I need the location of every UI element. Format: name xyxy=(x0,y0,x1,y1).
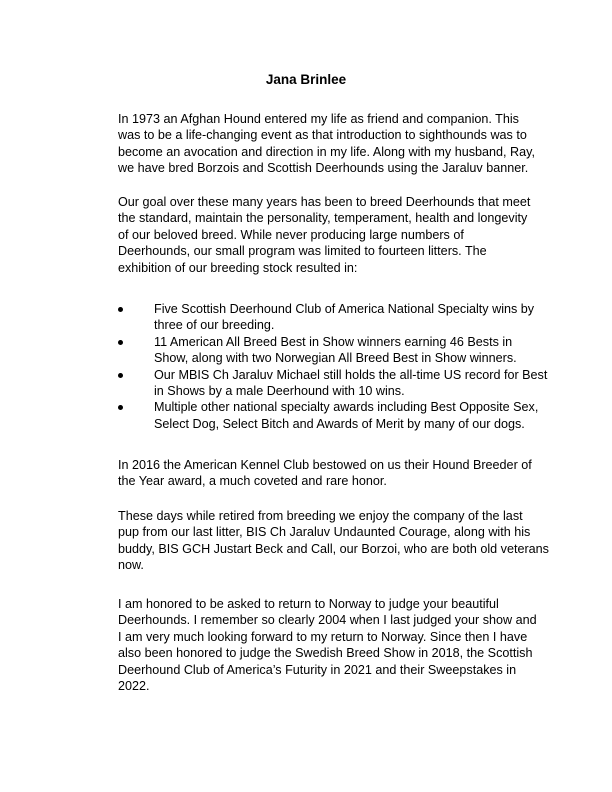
paragraph-award xyxy=(118,457,548,490)
text-line: the standard, maintain the personality, temperament, health and longevity xyxy=(118,211,528,226)
bullet-icon xyxy=(118,373,123,378)
text-line: we have bred Borzois and Scottish Deerhounds using the Jaraluv banner. xyxy=(118,161,529,176)
text-line: Five Scottish Deerhound Club of America National Specialty wins by xyxy=(154,302,535,316)
text-line: in Shows by a male Deerhound with 10 wins. xyxy=(154,384,405,399)
bullet-icon xyxy=(118,340,123,345)
list-item xyxy=(118,399,548,432)
list-item xyxy=(118,301,548,334)
list-item xyxy=(118,334,548,367)
text-line: In 1973 an Afghan Hound entered my life as friend and companion. This xyxy=(118,112,519,126)
text-line: I am very much looking forward to my return to Norway. Since then I have xyxy=(118,629,528,644)
bullet-icon xyxy=(118,405,123,410)
text-line: 2022. xyxy=(118,679,150,694)
text-line: Deerhound Club of America’s Futurity in 2021 and their Sweepstakes in xyxy=(118,662,517,677)
achievements-list xyxy=(118,301,548,432)
paragraph-goal xyxy=(118,194,548,276)
bullet-icon xyxy=(118,307,123,312)
text-line: the Year award, a much coveted and rare honor. xyxy=(118,474,387,489)
text-line: Our MBIS Ch Jaraluv Michael still holds the all-time US record for Best xyxy=(154,367,548,382)
text-line: also been honored to judge the Swedish Breed Show in 2018, the Scottish xyxy=(118,646,533,661)
text-line: was to be a life-changing event as that introduction to sighthounds was to xyxy=(118,128,527,143)
text-line: I am honored to be asked to return to Norway to judge your beautiful xyxy=(118,597,499,611)
paragraph-intro xyxy=(118,111,548,177)
text-line: 11 American All Breed Best in Show winners earning 46 Bests in xyxy=(154,334,513,349)
text-line: now. xyxy=(118,558,144,573)
paragraph-retirement xyxy=(118,508,548,574)
text-line: Show, along with two Norwegian All Breed Best in Show winners. xyxy=(154,351,517,366)
text-line: Select Dog, Select Bitch and Awards of Merit by many of our dogs. xyxy=(154,416,525,431)
paragraph-judging xyxy=(118,596,548,694)
text-line: become an avocation and direction in my life. Along with my husband, Ray, xyxy=(118,144,535,159)
text-line: Multiple other national specialty awards including Best Opposite Sex, xyxy=(154,400,539,415)
text-line: three of our breeding. xyxy=(154,318,275,333)
page-title: Jana Brinlee xyxy=(265,72,347,87)
text-line: of our beloved breed. While never producing large numbers of xyxy=(118,227,464,242)
text-line: Deerhounds, our small program was limited to fourteen litters. The xyxy=(118,244,487,259)
text-line: In 2016 the American Kennel Club bestowed on us their Hound Breeder of xyxy=(118,458,532,472)
list-item xyxy=(118,367,548,400)
text-line: Deerhounds. I remember so clearly 2004 when I last judged your show and xyxy=(118,613,537,628)
text-line: These days while retired from breeding we enjoy the company of the last xyxy=(118,509,523,523)
text-line: exhibition of our breeding stock resulted in: xyxy=(118,260,358,275)
text-line: Our goal over these many years has been to breed Deerhounds that meet xyxy=(118,195,531,209)
text-line: pup from our last litter, BIS Ch Jaraluv Undaunted Courage, along with his xyxy=(118,525,531,540)
text-line: buddy, BIS GCH Justart Beck and Call, our Borzoi, who are both old veterans xyxy=(118,541,549,556)
